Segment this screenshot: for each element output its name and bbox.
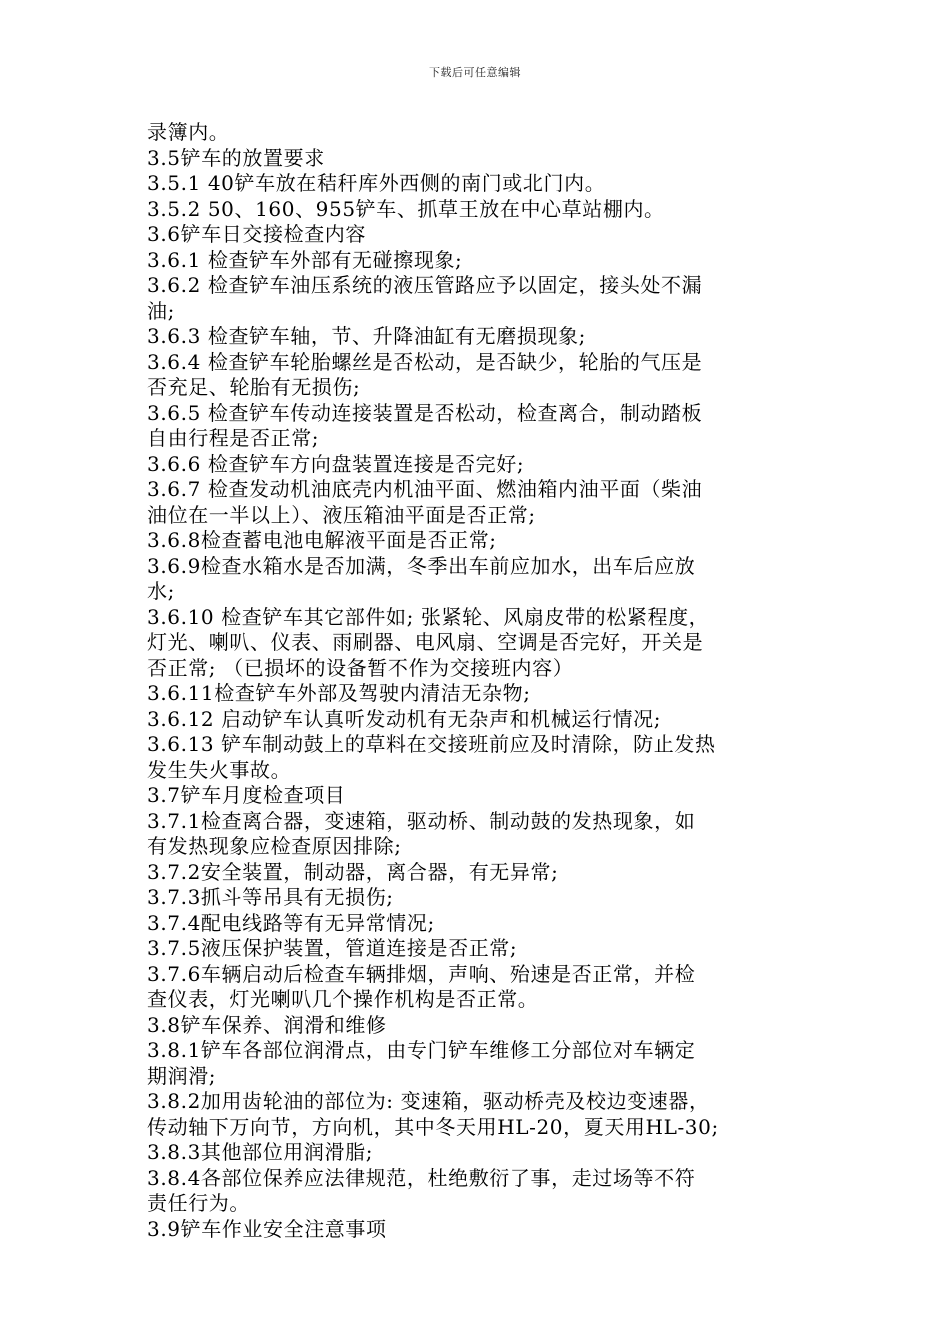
text-line: 水; bbox=[147, 579, 175, 603]
text-line: 3.8.4各部位保养应法律规范，杜绝敷衍了事，走过场等不符 bbox=[147, 1165, 696, 1190]
section-heading: 3.7铲车月度检查项目 bbox=[147, 783, 346, 807]
text-line: 有发热现象应检查原因排除; bbox=[147, 834, 402, 858]
page-header: 下载后可任意编辑 bbox=[429, 66, 521, 79]
section-heading: 3.9铲车作业安全注意事项 bbox=[147, 1216, 387, 1241]
text-line: 3.6.2 检查铲车油压系统的液压管路应予以固定，接头处不漏 bbox=[147, 273, 703, 297]
text-line: 3.6.1 检查铲车外部有无碰擦现象; bbox=[147, 247, 463, 272]
text-line: 油; bbox=[147, 298, 175, 323]
text-line: 3.6.6 检查铲车方向盘装置连接是否完好; bbox=[147, 451, 525, 476]
text-line: 3.8.3其他部位用润滑脂; bbox=[147, 1140, 374, 1164]
text-line: 传动轴下万向节，方向机，其中冬天用HL-20，夏天用HL-30; bbox=[147, 1114, 719, 1139]
text-line: 3.6.12 启动铲车认真听发动机有无杂声和机械运行情况; bbox=[147, 706, 662, 731]
text-line: 期润滑; bbox=[147, 1063, 217, 1088]
text-line: 3.6.5 检查铲车传动连接装置是否松动，检查离合，制动踏板 bbox=[147, 400, 703, 425]
text-line: 查仪表，灯光喇叭几个操作机构是否正常。 bbox=[147, 987, 539, 1011]
text-line: 3.7.1检查离合器，变速箱，驱动桥、制动鼓的发热现象，如 bbox=[147, 808, 696, 833]
text-line: 发生失火事故。 bbox=[147, 757, 292, 782]
text-line: 3.6.9检查水箱水是否加满，冬季出车前应加水，出车后应放 bbox=[147, 553, 696, 578]
text-line: 3.6.13 铲车制动鼓上的草料在交接班前应及时清除，防止发热 bbox=[147, 732, 716, 756]
text-line: 录簿内。 bbox=[147, 120, 230, 144]
text-line: 3.6.4 检查铲车轮胎螺丝是否松动，是否缺少，轮胎的气压是 bbox=[147, 349, 703, 374]
text-line: 3.6.3 检查铲车轴，节、升降油缸有无磨损现象; bbox=[147, 324, 586, 348]
text-line: 3.6.8检查蓄电池电解液平面是否正常; bbox=[147, 528, 497, 552]
text-line: 3.8.1铲车各部位润滑点，由专门铲车维修工分部位对车辆定 bbox=[147, 1038, 696, 1062]
text-line: 3.6.11检查铲车外部及驾驶内清洁无杂物; bbox=[147, 681, 531, 705]
text-line: 自由行程是否正常; bbox=[147, 426, 320, 450]
section-heading: 3.8铲车保养、润滑和维修 bbox=[147, 1012, 387, 1037]
text-line: 3.8.2加用齿轮油的部位为: 变速箱，驱动桥壳及校边变速器， bbox=[147, 1089, 710, 1113]
text-line: 3.6.7 检查发动机油底壳内机油平面、燃油箱内油平面（柴油 bbox=[147, 477, 703, 501]
text-line: 3.6.10 检查铲车其它部件如; 张紧轮、风扇皮带的松紧程度， bbox=[147, 604, 710, 629]
section-heading: 3.5铲车的放置要求 bbox=[147, 145, 325, 170]
text-line: 3.5.2 50、160、955铲车、抓草王放在中心草站棚内。 bbox=[147, 196, 665, 221]
section-heading: 3.6铲车日交接检查内容 bbox=[147, 222, 367, 246]
text-line: 3.7.6车辆启动后检查车辆排烟，声响、殆速是否正常，并检 bbox=[147, 961, 696, 986]
text-line: 油位在一半以上）、液压箱油平面是否正常; bbox=[147, 502, 536, 527]
text-line: 灯光、喇叭、仪表、雨刷器、电风扇、空调是否完好，开关是 bbox=[147, 630, 704, 654]
text-line: 3.7.5液压保护装置，管道连接是否正常; bbox=[147, 936, 518, 960]
text-line: 3.7.2安全装置，制动器，离合器，有无异常; bbox=[147, 859, 559, 884]
text-line: 3.7.4配电线路等有无异常情况; bbox=[147, 910, 435, 935]
text-line: 责任行为。 bbox=[147, 1191, 250, 1215]
text-line: 否充足、轮胎有无损伤; bbox=[147, 375, 361, 399]
text-line: 3.7.3抓斗等吊具有无损伤; bbox=[147, 885, 394, 909]
text-line: 否正常; （已损坏的设备暂不作为交接班内容） bbox=[147, 655, 574, 680]
document-body bbox=[147, 120, 812, 1242]
text-line: 3.5.1 40铲车放在秸秆库外西侧的南门或北门内。 bbox=[147, 171, 606, 195]
